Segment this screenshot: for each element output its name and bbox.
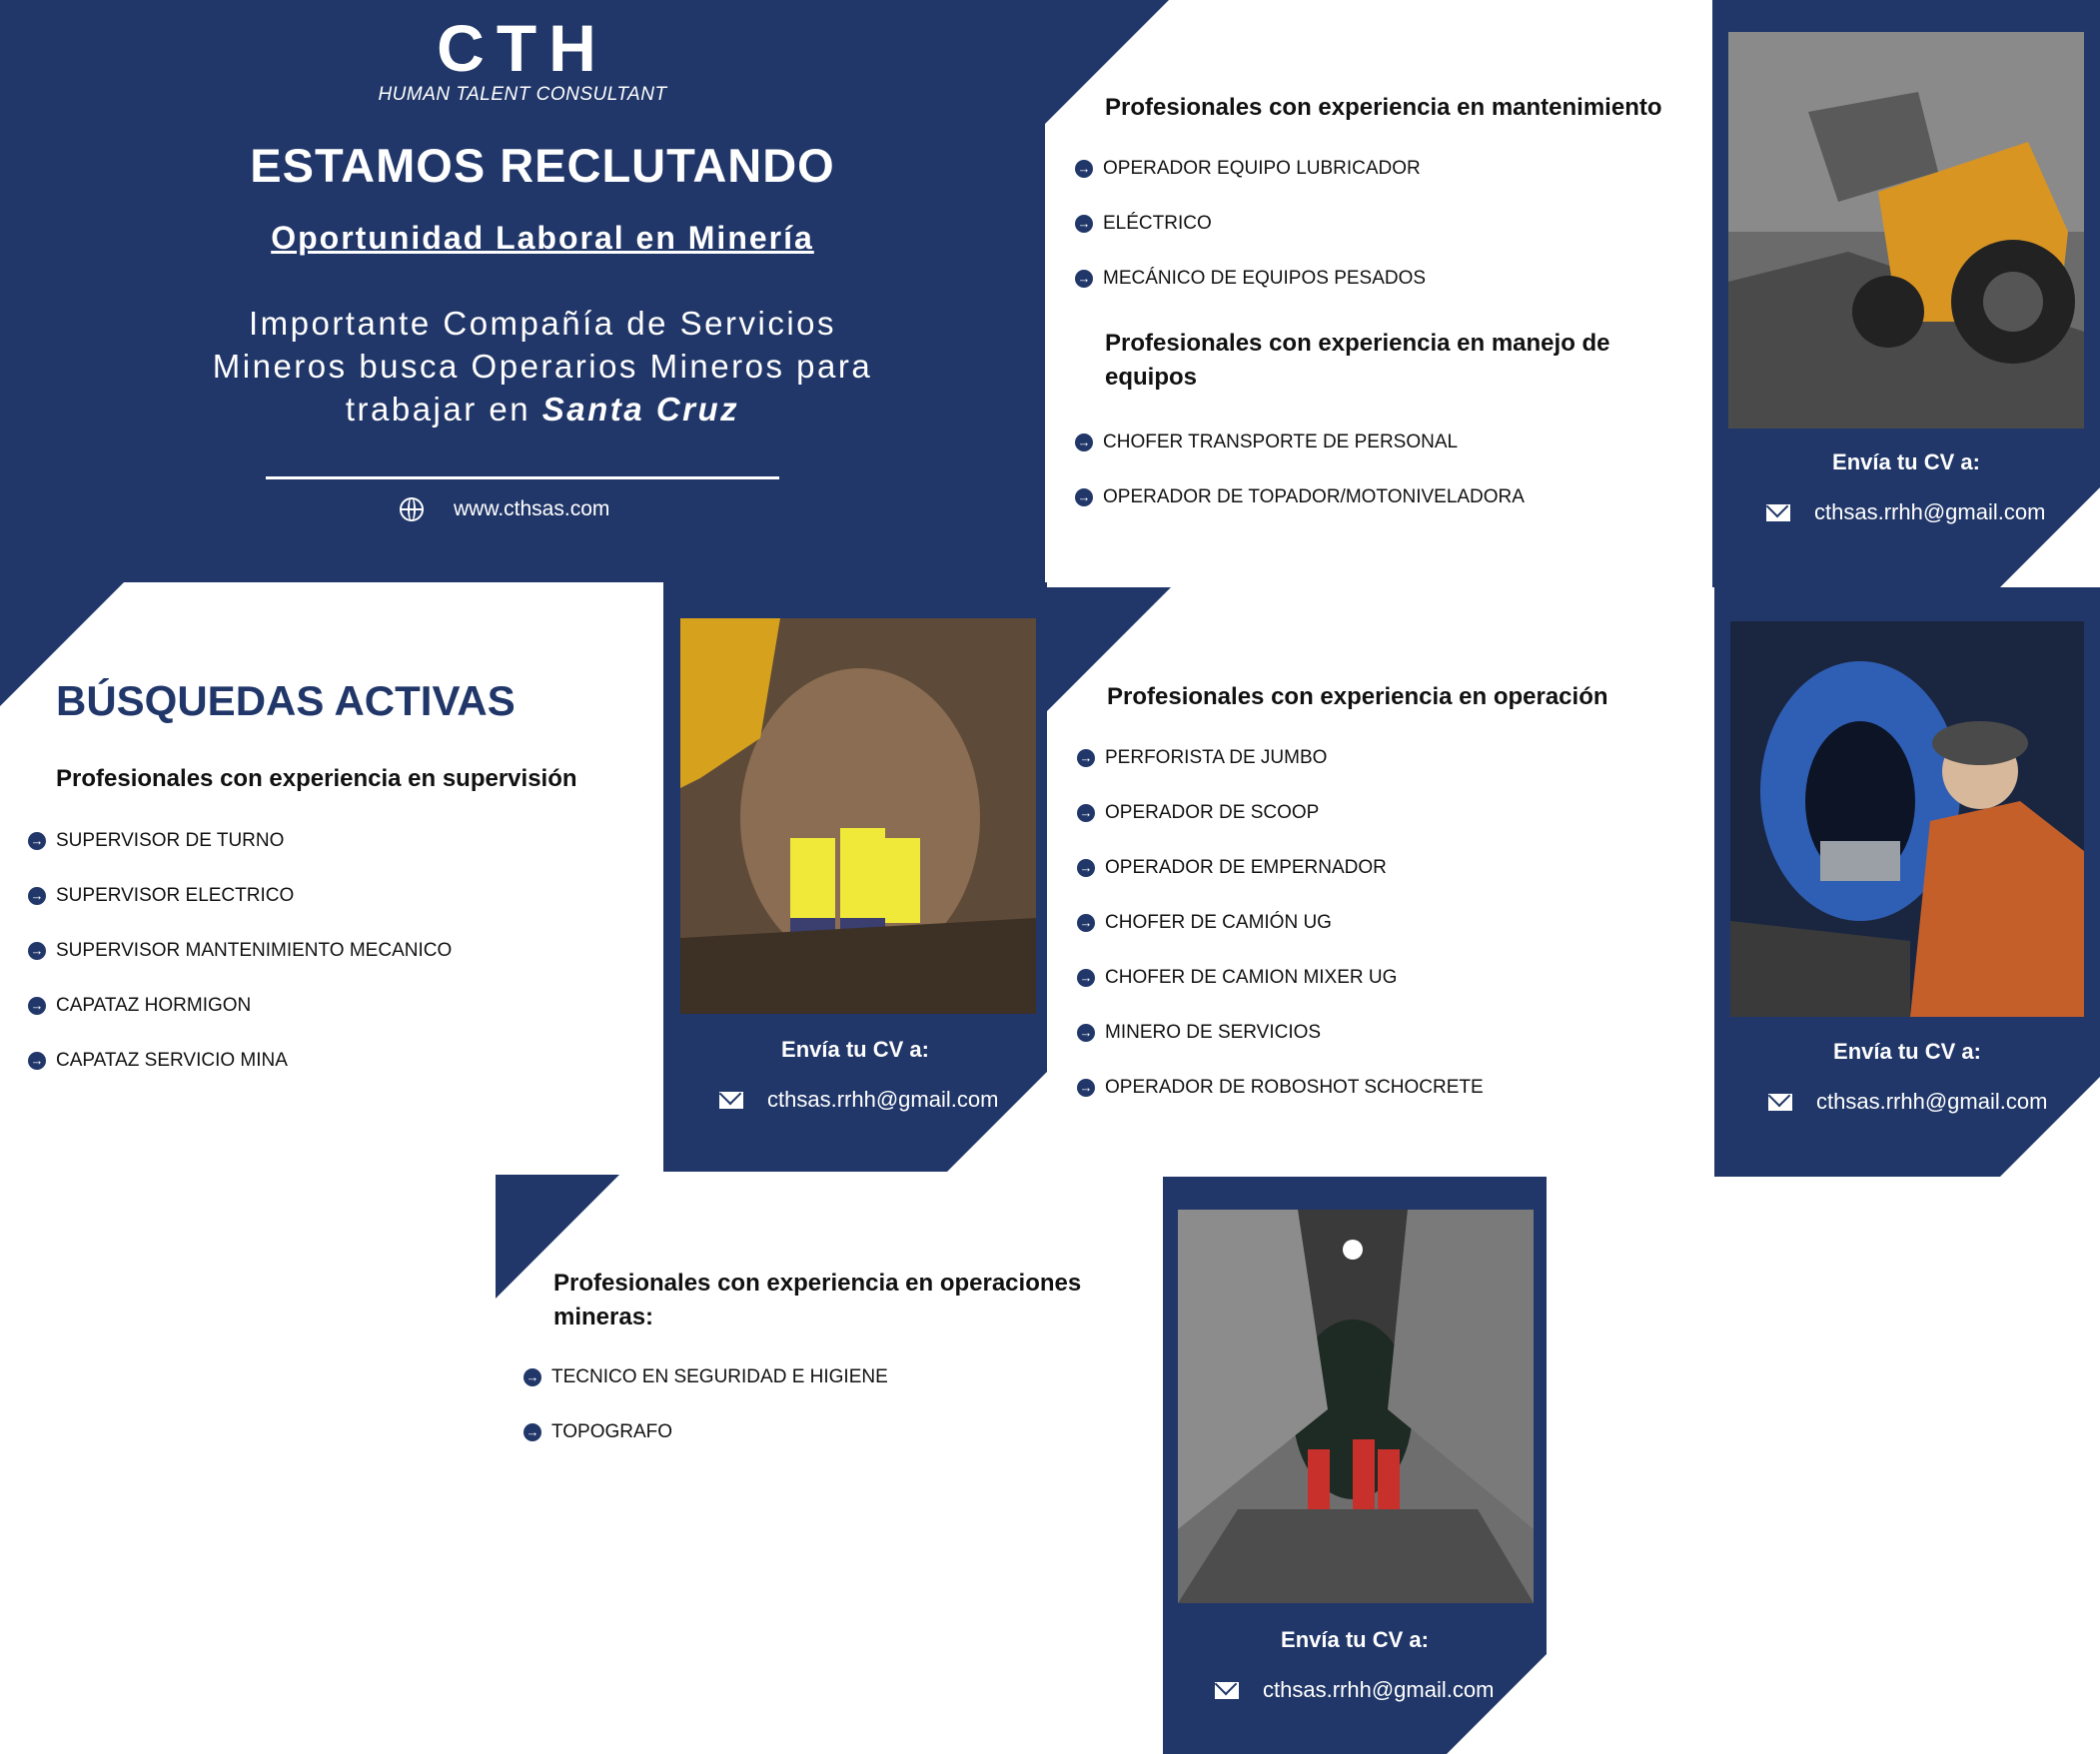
envelope-icon [1768, 1094, 1792, 1111]
arrow-circle-icon: → [28, 832, 46, 850]
hero-description [190, 302, 895, 431]
list-item [28, 885, 294, 907]
maintenance-title: Profesionales con experiencia en mantenimiento [1105, 94, 1662, 121]
cv-label: Envía tu CV a: [1833, 1039, 1981, 1064]
contact-card-tunnel [663, 582, 1047, 1172]
email-text[interactable]: cthsas.rrhh@gmail.com [1814, 499, 2046, 524]
arrow-circle-icon: → [1075, 434, 1093, 451]
arrow-circle-icon: → [28, 942, 46, 960]
list-item-label: SUPERVISOR ELECTRICO [56, 885, 295, 906]
arrow-circle-icon: → [1075, 488, 1093, 506]
list-item-label: PERFORISTA DE JUMBO [1105, 747, 1328, 768]
list-item [1077, 802, 1319, 824]
website-link[interactable] [400, 497, 609, 521]
arrow-circle-icon: → [524, 1423, 541, 1441]
list-item-label: MINERO DE SERVICIOS [1105, 1022, 1322, 1043]
headline: ESTAMOS RECLUTANDO [250, 139, 835, 192]
operation-panel [1047, 587, 1714, 1175]
cv-label: Envía tu CV a: [1281, 1627, 1429, 1652]
list-item [524, 1421, 672, 1443]
list-item [1077, 1077, 1484, 1099]
arrow-circle-icon: → [1077, 859, 1095, 877]
email-text[interactable]: cthsas.rrhh@gmail.com [1263, 1677, 1495, 1702]
list-item-label: OPERADOR DE SCOOP [1105, 802, 1320, 823]
list-item [1075, 486, 1525, 508]
active-searches-heading: BÚSQUEDAS ACTIVAS [56, 677, 516, 724]
list-item-label: CHOFER DE CAMIÓN UG [1105, 912, 1332, 933]
arrow-circle-icon: → [524, 1368, 541, 1386]
list-item [1077, 912, 1332, 934]
list-item [1077, 857, 1387, 879]
maintenance-panel [1045, 0, 1714, 587]
list-item-label: CAPATAZ SERVICIO MINA [56, 1050, 288, 1071]
arrow-circle-icon: → [1075, 270, 1093, 288]
list-item [1077, 967, 1397, 989]
list-item [1075, 213, 1212, 235]
supervision-panel [0, 582, 663, 1172]
description-text: Importante Compañía de Servicios Mineros busca Operarios Mineros para trabajar en [212, 305, 873, 428]
brand-logo: CTH [437, 11, 608, 85]
envelope-icon [1215, 1682, 1239, 1699]
arrow-circle-icon: → [1077, 969, 1095, 987]
list-item-label: OPERADOR DE ROBOSHOT SCHOCRETE [1105, 1077, 1484, 1098]
mining-ops-panel [496, 1175, 1163, 1754]
globe-icon [400, 497, 424, 521]
arrow-circle-icon: → [28, 887, 46, 905]
envelope-icon [1766, 504, 1790, 521]
list-item [28, 1050, 288, 1072]
list-item [1077, 747, 1327, 769]
cv-label: Envía tu CV a: [781, 1037, 929, 1062]
arrow-circle-icon: → [28, 1052, 46, 1070]
underground-tunnel-photo [1178, 1210, 1534, 1603]
contact-card-truck [1712, 0, 2100, 587]
arrow-circle-icon: → [1075, 215, 1093, 233]
subheadline: Oportunidad Laboral en Minería [271, 220, 814, 256]
arrow-circle-icon: → [1075, 160, 1093, 178]
list-item-label: MECÁNICO DE EQUIPOS PESADOS [1103, 268, 1427, 289]
description-place: Santa Cruz [541, 391, 740, 428]
corner-cut [2000, 487, 2100, 587]
mining-ops-title: Profesionales con experiencia en operaciones mineras: [553, 1270, 1082, 1330]
arrow-circle-icon: → [1077, 914, 1095, 932]
contact-card-underground [1163, 1177, 1547, 1754]
envelope-icon [719, 1092, 743, 1109]
truck-photo [1728, 32, 2084, 429]
list-item [1075, 158, 1421, 180]
list-item-label: CAPATAZ HORMIGON [56, 995, 252, 1016]
list-item [1077, 1022, 1321, 1044]
list-item-label: ELÉCTRICO [1103, 213, 1212, 234]
corner-cut [1447, 1654, 1547, 1754]
arrow-circle-icon: → [1077, 749, 1095, 767]
supervision-title: Profesionales con experiencia en supervisión [56, 765, 577, 792]
list-item [28, 940, 452, 962]
list-item [28, 995, 251, 1017]
email-text[interactable]: cthsas.rrhh@gmail.com [767, 1087, 999, 1112]
list-item-label: TECNICO EN SEGURIDAD E HIGIENE [551, 1366, 888, 1387]
miner-photo [1730, 621, 2084, 1017]
corner-cut [2000, 1077, 2100, 1177]
hero-panel [0, 0, 1045, 582]
contact-card-miner [1714, 587, 2100, 1177]
list-item [1075, 268, 1426, 290]
corner-cut [947, 1072, 1047, 1172]
arrow-circle-icon: → [1077, 804, 1095, 822]
list-item [524, 1366, 888, 1388]
website-text[interactable]: www.cthsas.com [454, 497, 610, 520]
list-item-label: SUPERVISOR DE TURNO [56, 830, 285, 851]
arrow-circle-icon: → [1077, 1079, 1095, 1097]
tunnel-workers-photo [680, 618, 1036, 1014]
divider [266, 476, 779, 479]
list-item [1075, 432, 1458, 453]
list-item-label: TOPOGRAFO [551, 1421, 673, 1442]
operation-title: Profesionales con experiencia en operación [1107, 683, 1608, 710]
arrow-circle-icon: → [1077, 1024, 1095, 1042]
list-item-label: CHOFER TRANSPORTE DE PERSONAL [1103, 432, 1459, 452]
list-item-label: OPERADOR DE TOPADOR/MOTONIVELADORA [1103, 486, 1525, 507]
list-item-label: OPERADOR EQUIPO LUBRICADOR [1103, 158, 1421, 179]
cv-label: Envía tu CV a: [1832, 449, 1980, 474]
list-item [28, 830, 284, 852]
list-item-label: CHOFER DE CAMION MIXER UG [1105, 967, 1398, 988]
list-item-label: OPERADOR DE EMPERNADOR [1105, 857, 1387, 878]
email-text[interactable]: cthsas.rrhh@gmail.com [1816, 1089, 2048, 1114]
brand-tagline: HUMAN TALENT CONSULTANT [378, 84, 667, 105]
equipment-title: Profesionales con experiencia en manejo de equipos [1105, 330, 1610, 391]
list-item-label: SUPERVISOR MANTENIMIENTO MECANICO [56, 940, 453, 961]
arrow-circle-icon: → [28, 997, 46, 1015]
